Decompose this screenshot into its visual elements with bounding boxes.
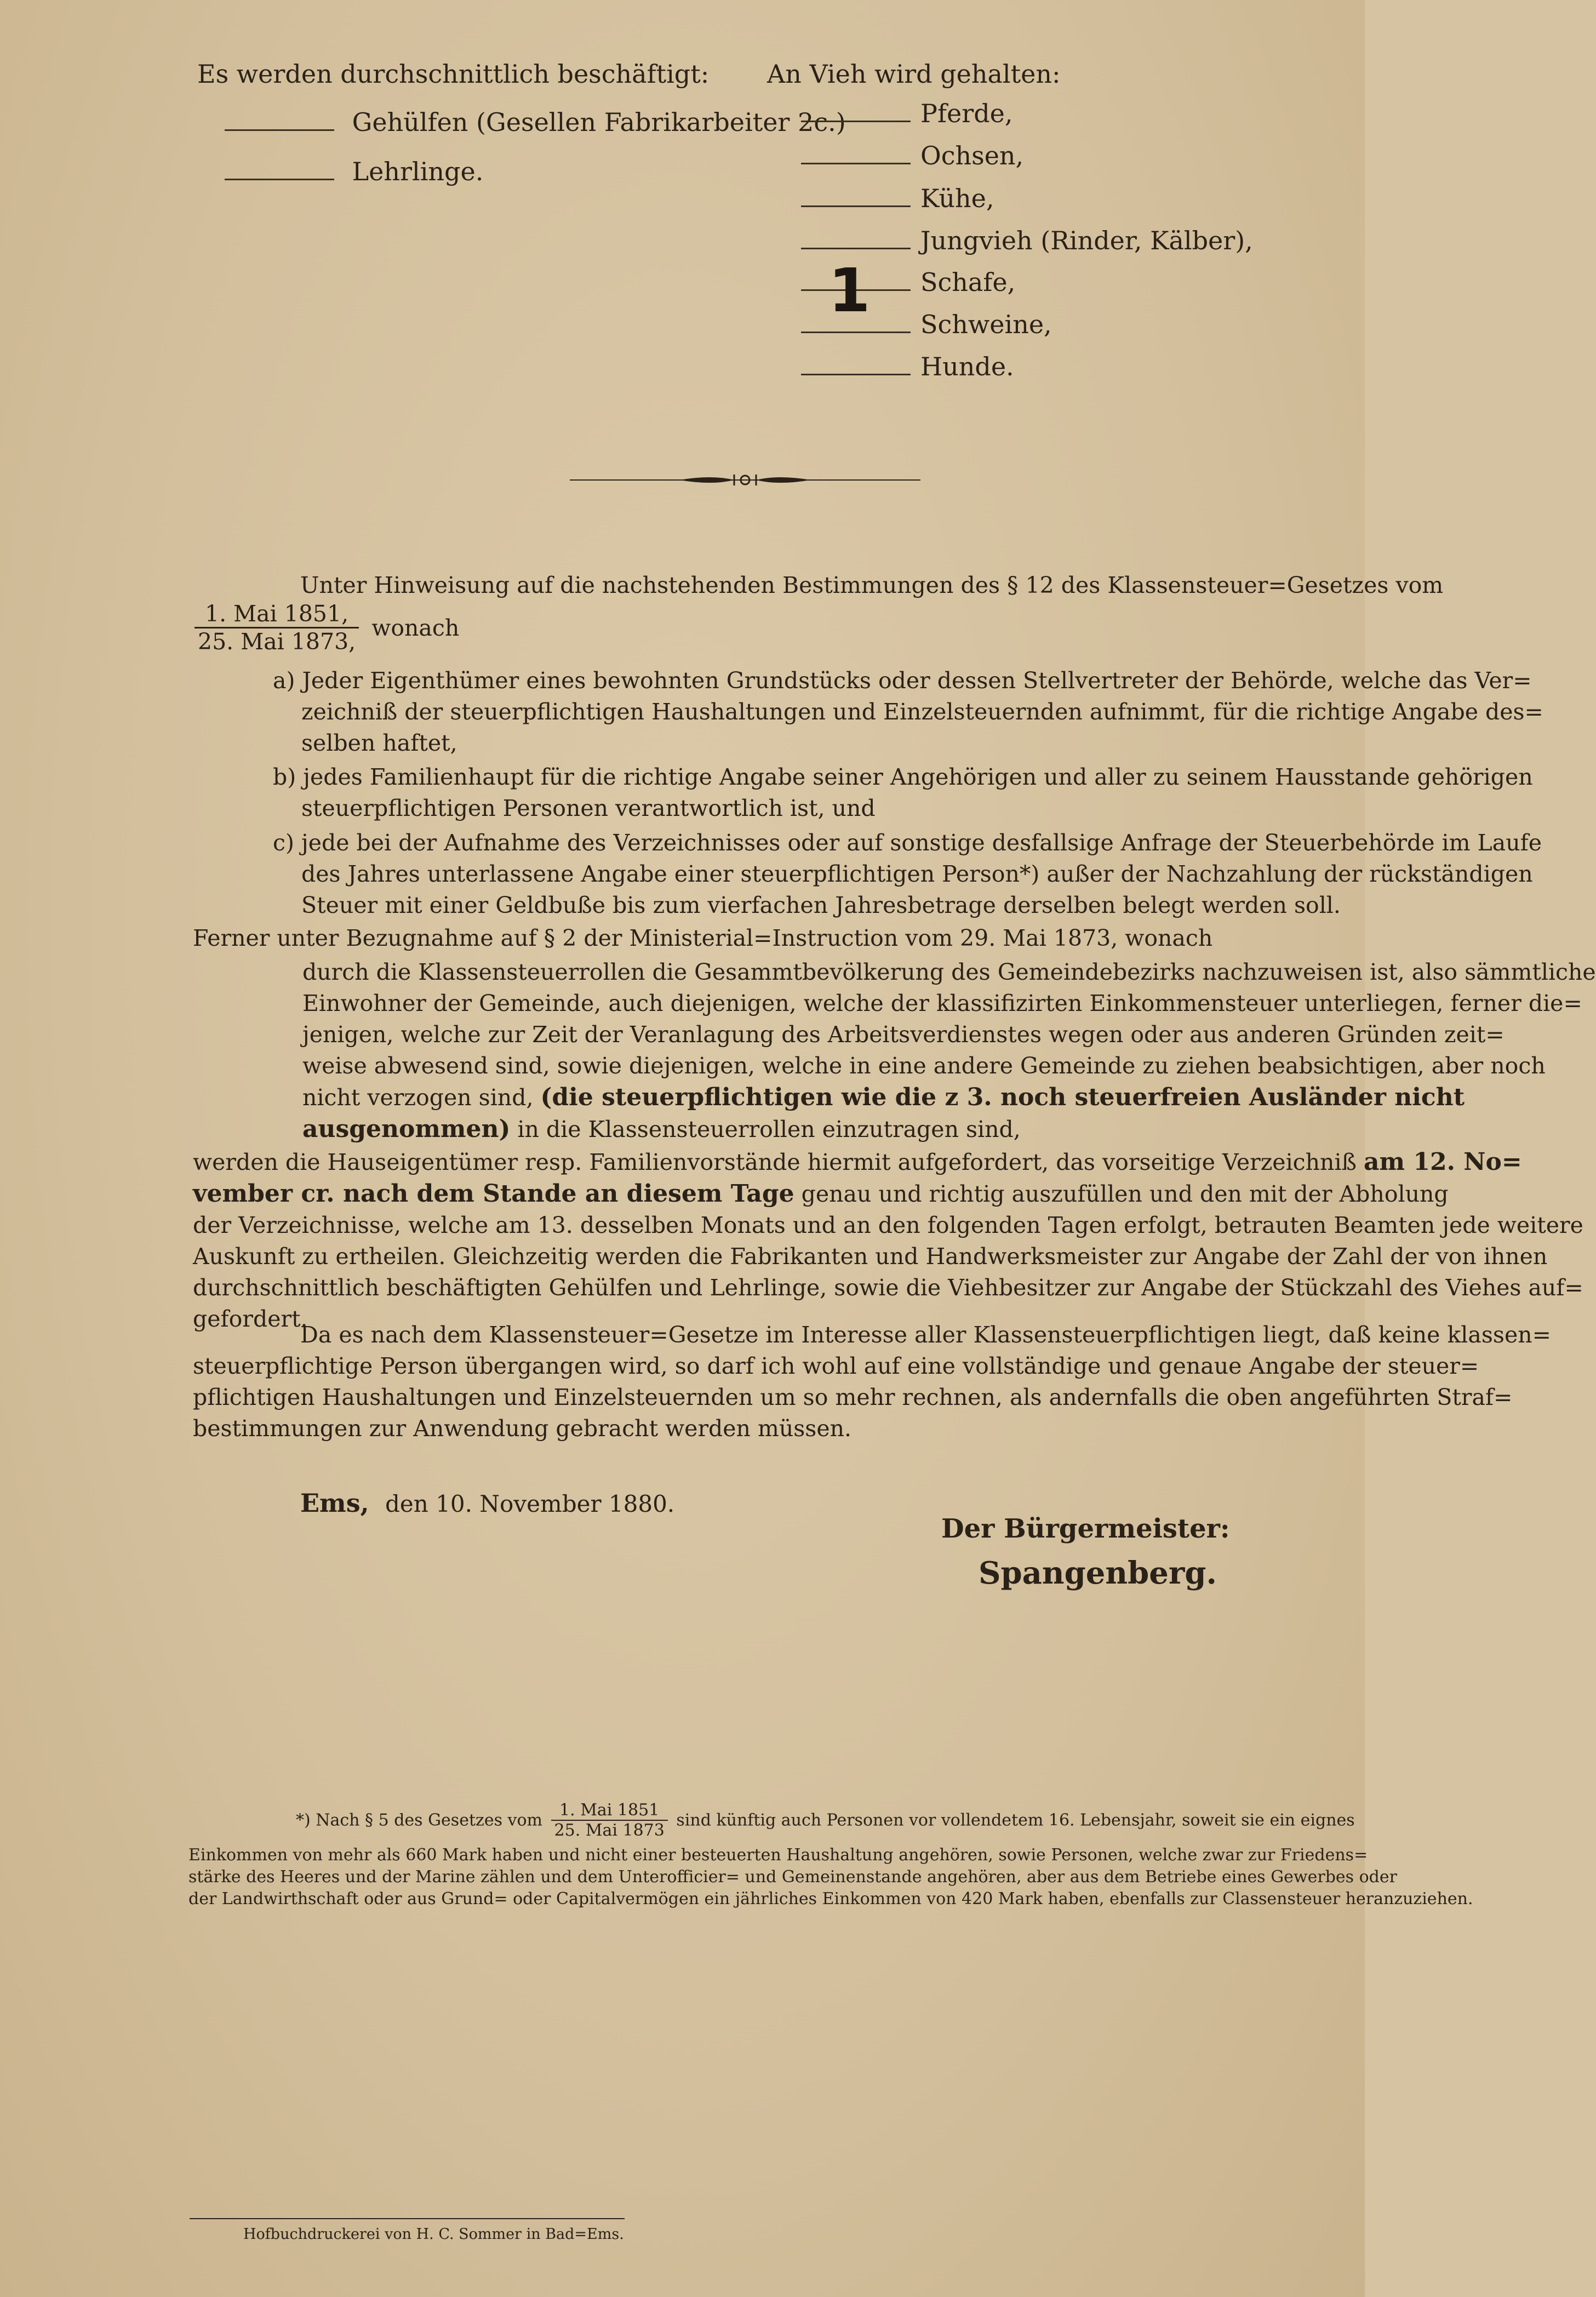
livestock-label: Schweine, — [920, 310, 1052, 339]
text-line: jenigen, welche zur Zeit der Veranlagung des Arbeitsverdienstes wegen oder aus anderen Gründen zeit= — [302, 1021, 1505, 1048]
workers-heading: Es werden durchschnittlich beschäftigt: — [197, 59, 710, 89]
text-line: zeichniß der steuerpflichtigen Haushaltungen und Einzelsteuernden aufnimmt, für die richtige Angabe des= — [301, 699, 1543, 725]
text-line: der Verzeichnisse, welche am 13. desselben Monats und an den folgenden Tagen erfolgt, betrauten Beamten jede weitere — [193, 1212, 1583, 1238]
livestock-item — [801, 310, 1052, 339]
date-text: den 10. November 1880. — [385, 1490, 675, 1517]
ferner-first-line: Ferner unter Bezugnahme auf § 2 der Ministerial=Instruction vom 29. Mai 1873, wonach — [193, 925, 1213, 951]
ferner-paragraph — [302, 957, 1596, 1145]
bottom-rule — [190, 2218, 625, 2219]
livestock-heading: An Vieh wird gehalten: — [767, 59, 1061, 89]
workers-blank[interactable] — [225, 129, 334, 131]
text-line: steuerpflichtigen Personen verantwortlich ist, und — [301, 795, 876, 821]
text-line: b) jedes Familienhaupt für die richtige Angabe seiner Angehörigen und aller zu seinem Hausstande gehörigen — [273, 764, 1533, 790]
livestock-item — [801, 226, 1253, 255]
item-a — [273, 665, 1543, 759]
livestock-item — [801, 99, 1012, 128]
text-line: gefordert. — [193, 1306, 308, 1332]
text-wonach: wonach — [371, 614, 460, 641]
place-name: Ems, — [300, 1488, 369, 1518]
livestock-blank[interactable] — [801, 205, 911, 207]
text-line: der Landwirthschaft oder aus Grund= oder Capitalvermögen ein jährliches Einkommen von 420 Mark haben, ebenfalls zur Classensteuer heranzuziehen. — [188, 1889, 1473, 1909]
text-line — [302, 1113, 1292, 1145]
livestock-item — [801, 255, 1016, 325]
bold-text: ausgenommen) — [302, 1115, 511, 1143]
footnote-body — [188, 1844, 1473, 1910]
text-line: pflichtigen Haushaltungen und Einzelsteuernden um so mehr rechnen, als andernfalls die oben angeführten Straf= — [193, 1384, 1513, 1410]
footnote-first-line — [296, 1801, 1355, 1840]
workers-label: Gehülfen (Gesellen Fabrikarbeiter 2c.) — [352, 107, 846, 137]
livestock-blank[interactable] — [801, 332, 911, 333]
livestock-blank[interactable] — [801, 255, 911, 325]
intro-paragraph — [300, 570, 1444, 601]
livestock-label: Schafe, — [920, 267, 1016, 297]
livestock-blank[interactable] — [801, 248, 911, 249]
livestock-label: Kühe, — [920, 184, 994, 213]
item-c — [273, 827, 1542, 921]
workers-item-lehrlinge — [225, 157, 483, 186]
text-span: in die Klassensteuerrollen einzutragen sind, — [517, 1116, 1021, 1142]
workers-label: Lehrlinge. — [352, 157, 484, 186]
text-line: Da es nach dem Klassensteuer=Gesetze im Interesse aller Klassensteuerpflichtigen liegt, daß keine klassen= — [300, 1322, 1551, 1348]
fraction-denominator: 25. Mai 1873 — [554, 1821, 665, 1840]
bold-text: am 12. No= — [1364, 1148, 1522, 1176]
place-date — [300, 1488, 674, 1518]
text-line: des Jahres unterlassene Angabe einer steuerpflichtigen Person*) außer der Nachzahlung der rückständigen — [301, 861, 1533, 887]
livestock-item — [801, 141, 1023, 170]
text-line: weise abwesend sind, sowie diejenigen, welche in eine andere Gemeinde zu ziehen beabsichtigen, aber noch — [302, 1053, 1546, 1079]
text-line — [302, 1082, 1465, 1113]
text-line: Einwohner der Gemeinde, auch diejenigen, welche der klassifizirten Einkommensteuer unterliegen, ferner die= — [302, 990, 1582, 1016]
footnote-prefix: *) Nach § 5 des Gesetzes vom — [296, 1810, 542, 1830]
text-span: nicht verzogen sind, — [302, 1084, 534, 1111]
livestock-item — [801, 184, 994, 213]
livestock-label: Jungvieh (Rinder, Kälber), — [920, 226, 1253, 255]
handwritten-count: 1 — [828, 255, 871, 325]
livestock-label: Ochsen, — [920, 141, 1024, 170]
ornament-divider-icon — [570, 470, 920, 490]
text-line: bestimmungen zur Anwendung gebracht werden müssen. — [193, 1415, 852, 1442]
text-line: Einkommen von mehr als 660 Mark haben und nicht einer besteuerten Haushaltung angehören, sowie Personen, welche zwar zur Friedens= — [188, 1845, 1368, 1865]
text-line: steuerpflichtige Person übergangen wird, so darf ich wohl auf eine vollständige und genaue Angabe der steuer= — [193, 1353, 1479, 1379]
workers-item-gehuelfen — [225, 107, 846, 137]
printer-imprint: Hofbuchdruckerei von H. C. Sommer in Bad=Ems. — [243, 2226, 624, 2243]
text-line: c) jede bei der Aufnahme des Verzeichnisses oder auf sonstige desfallsige Anfrage der Steuerbehörde im Laufe — [273, 830, 1542, 856]
signature-name: Spangenberg. — [979, 1555, 1217, 1591]
closing-paragraph — [193, 1319, 1551, 1444]
text-span: genau und richtig auszufüllen und den mit der Abholung — [801, 1181, 1449, 1207]
bold-text: (die steuerpflichtigen wie die z 3. noch steuerfreien Ausländer nicht — [540, 1083, 1465, 1111]
livestock-label: Hunde. — [920, 352, 1014, 381]
footnote-rest: sind künftig auch Personen vor vollendetem 16. Lebensjahr, soweit sie ein eignes — [676, 1810, 1355, 1830]
livestock-blank[interactable] — [801, 163, 911, 164]
text-line: stärke des Heeres und der Marine zählen und dem Unterofficier= und Gemeinenstande angehören, aber aus dem Betriebe eines Gewerbes oder — [188, 1867, 1397, 1887]
fraction-denominator: 25. Mai 1873, — [198, 628, 356, 655]
text-line — [193, 1178, 1449, 1210]
livestock-blank[interactable] — [801, 121, 911, 122]
text-line: Auskunft zu ertheilen. Gleichzeitig werden die Fabrikanten und Handwerksmeister zur Angabe der Zahl der von ihnen — [193, 1243, 1548, 1270]
text-line: Steuer mit einer Geldbuße bis zum vierfachen Jahresbetrage derselben belegt werden soll. — [301, 892, 1341, 918]
text-line: Unter Hinweisung auf die nachstehenden Bestimmungen des § 12 des Klassensteuer=Gesetzes vom — [300, 572, 1444, 598]
text-line: durchschnittlich beschäftigten Gehülfen und Lehrlinge, sowie die Viehbesitzer zur Angabe der Stückzahl des Viehes auf= — [193, 1275, 1583, 1301]
livestock-label: Pferde, — [920, 99, 1013, 128]
text-line: durch die Klassensteuerrollen die Gesammtbevölkerung des Gemeindebezirks nachzuweisen ist, also sämmtliche — [302, 959, 1596, 985]
text-span: werden die Hauseigentümer resp. Familienvorstände hiermit aufgefordert, das vorseitige Verzeichniß — [193, 1149, 1357, 1175]
livestock-item — [801, 352, 1014, 381]
item-b — [273, 762, 1533, 824]
livestock-blank[interactable] — [801, 374, 911, 375]
workers-blank[interactable] — [225, 179, 334, 180]
footnote-fraction — [551, 1801, 668, 1840]
text-line — [193, 1146, 1522, 1178]
fraction-numerator: 1. Mai 1851 — [551, 1801, 668, 1821]
text-line: selben haftet, — [301, 730, 457, 756]
intro-date-fraction — [195, 601, 459, 655]
fraction-numerator: 1. Mai 1851, — [195, 601, 359, 628]
bold-text: vember cr. nach dem Stande an diesem Tage — [193, 1180, 794, 1208]
signature-title: Der Bürgermeister: — [941, 1513, 1230, 1544]
text-line: a) Jeder Eigenthümer eines bewohnten Grundstücks oder dessen Stellvertreter der Behörde, welche das Ver= — [273, 667, 1532, 694]
